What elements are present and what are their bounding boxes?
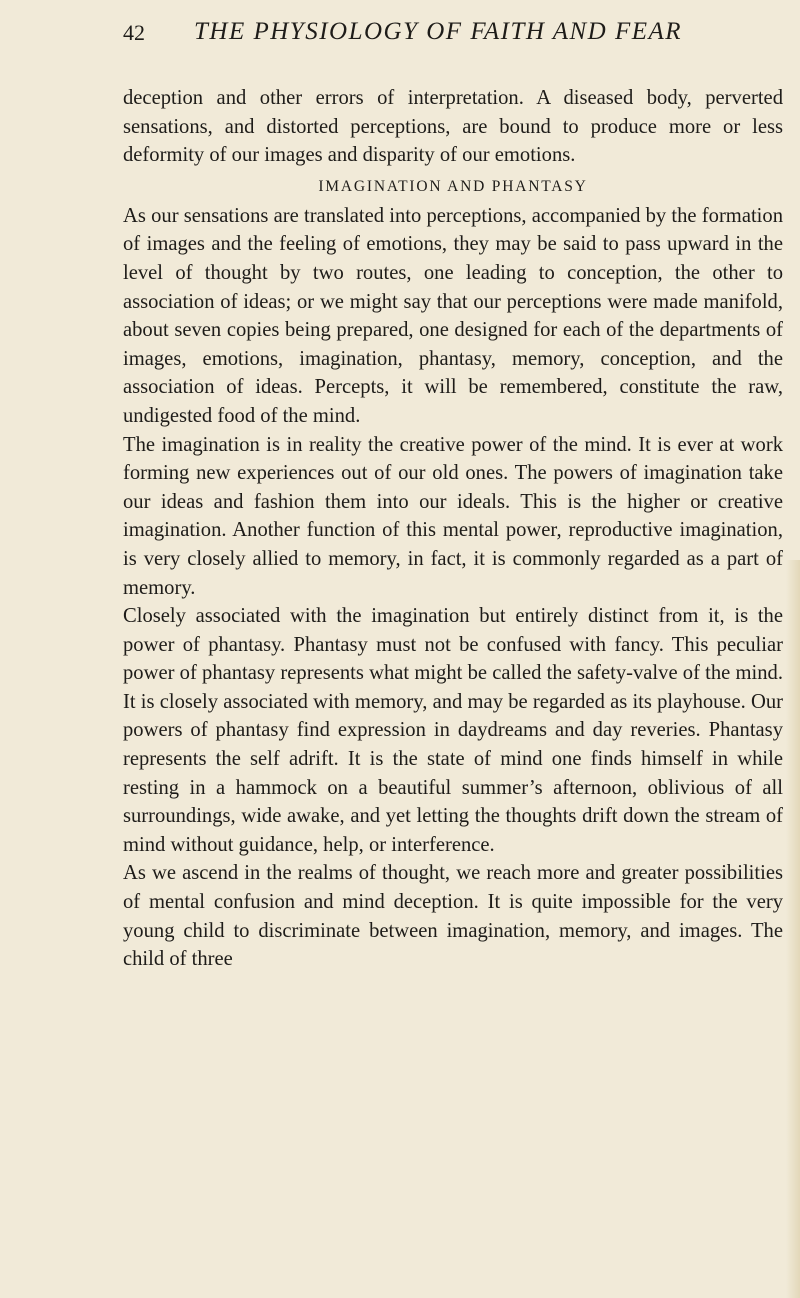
paragraph-4: Closely associated with the imagination but entirely distinct from it, is the power of phantasy. Phantasy must not be confused with fancy. This peculiar power of phantasy represents what might be called the safety-valve of the mind. It is closely associated with memory, and may be regarded as its playhouse. Our powers of phantasy find expression in daydreams and day reveries. Phantasy represents the self adrift. It is the state of mind one finds himself in while resting in a hammock on a beautiful summer’s afternoon, oblivious of all surroundings, wide awake, and yet letting the thoughts drift down the stream of mind without guidance, help, or interference. — [123, 605, 783, 856]
body-text — [123, 84, 783, 974]
page-edge-stain — [786, 560, 800, 1298]
paragraph-1: deception and other errors of interpretation. A diseased body, perverted sensations, and distorted perceptions, are bound to produce more or less deformity of our images and disparity of our emotions. — [123, 87, 783, 167]
running-title: THE PHYSIOLOGY OF FAITH AND FEAR — [194, 18, 683, 45]
section-heading: IMAGINATION AND PHANTASY — [318, 177, 588, 195]
paragraph-5: As we ascend in the realms of thought, we reach more and greater possibilities of mental confusion and mind deception. It is quite impossible for the very young child to discriminate between imagination, memory, and images. The child of three — [123, 862, 783, 971]
paragraph-3: The imagination is in reality the creative power of the mind. It is ever at work forming new experiences out of our old ones. The powers of imagination take our ideas and fashion them into our ideals. This is the higher or creative imagination. Another function of this mental power, reproductive imagination, is very closely allied to memory, in fact, it is commonly regarded as a part of memory. — [123, 433, 783, 599]
paragraph-2: As our sensations are translated into perceptions, accompanied by the formation of images and the feeling of emotions, they may be said to pass upward in the level of thought by two routes, one leading to conception, the other to association of ideas; or we might say that our perceptions were made manifold, about seven copies being prepared, one designed for each of the departments of images, emotions, imagination, phantasy, memory, conception, and the association of ideas. Percepts, it will be remembered, constitute the raw, undigested food of the mind. — [123, 204, 783, 427]
page-number: 42 — [123, 20, 145, 45]
